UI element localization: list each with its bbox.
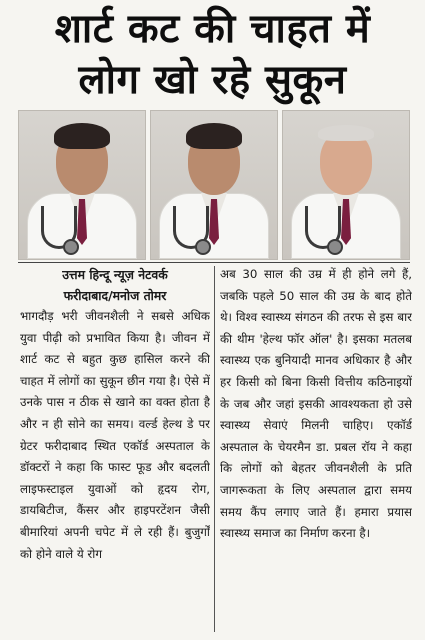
byline-author: फरीदाबाद/मनोज तोमर — [63, 288, 167, 303]
doctor-photo-left — [18, 110, 146, 260]
headline-line-2: लोग खो रहे सुकून — [78, 57, 347, 103]
article-text-left: भागदौड़ भरी जीवनशैली ने सबसे अधिक युवा पीढ़ी को प्रभावित किया है। जीवन में शार्ट कट से बहुत कुछ हासिल करने की चाहत में लोगों का सुकून छीन गया है। ऐसे में उनके पास न ठीक से खाने का वक्त होता है और न ही सोने का समय। वर्ल्ड हेल्थ डे पर ग्रेटर फरीदाबाद स्थित एकॉर्ड अस्पताल के डॉक्टरों ने कहा कि फास्ट फूड और बदलती लाइफस्टाइल युवाओं को हृदय रोग, डायबिटीज, कैंसर और हाइपरटेंशन जैसी बीमारियां अपनी चपेट में ले रही हैं। बुजुर्गों को होने वाले ये रोग — [20, 309, 210, 561]
doctor-photo-right — [282, 110, 410, 260]
article-text-right: अब 30 साल की उम्र में ही होने लगे हैं, जबकि पहले 50 साल की उम्र के बाद होते थे। विश्व स्वास्थ्य संगठन की तरफ से इस बार की थीम 'हेल्थ फॉर ऑल' है। इसका मतलब स्वास्थ्य एक बुनियादी मानव अधिकार है और हर किसी को बिना किसी वित्तीय कठिनाइयों के जब और जहां इसकी आवश्यकता हो उसे स्वास्थ्य सेवाएं मिलनी चाहिए। एकॉर्ड अस्पताल के चेयरमैन डा. प्रबल रॉय ने कहा कि लोगों को बेहतर जीवनशैली के प्रति जागरूकता के लिए अस्पताल द्वारा समय समय कैंप लगाए जाते हैं। हमारा प्रयास स्वास्थ्य समाज का निर्माण करना है। — [220, 267, 412, 541]
doctor-photo-center — [150, 110, 278, 260]
article-column-left — [20, 264, 210, 636]
byline-network: उत्तम हिन्दू न्यूज़ नेटवर्क — [62, 267, 168, 282]
column-divider — [214, 266, 215, 632]
doctors-photo-strip — [18, 110, 410, 260]
top-rule — [18, 262, 410, 263]
article-column-right — [220, 264, 412, 636]
headline-line-1: शार्ट कट की चाहत में — [54, 6, 371, 52]
